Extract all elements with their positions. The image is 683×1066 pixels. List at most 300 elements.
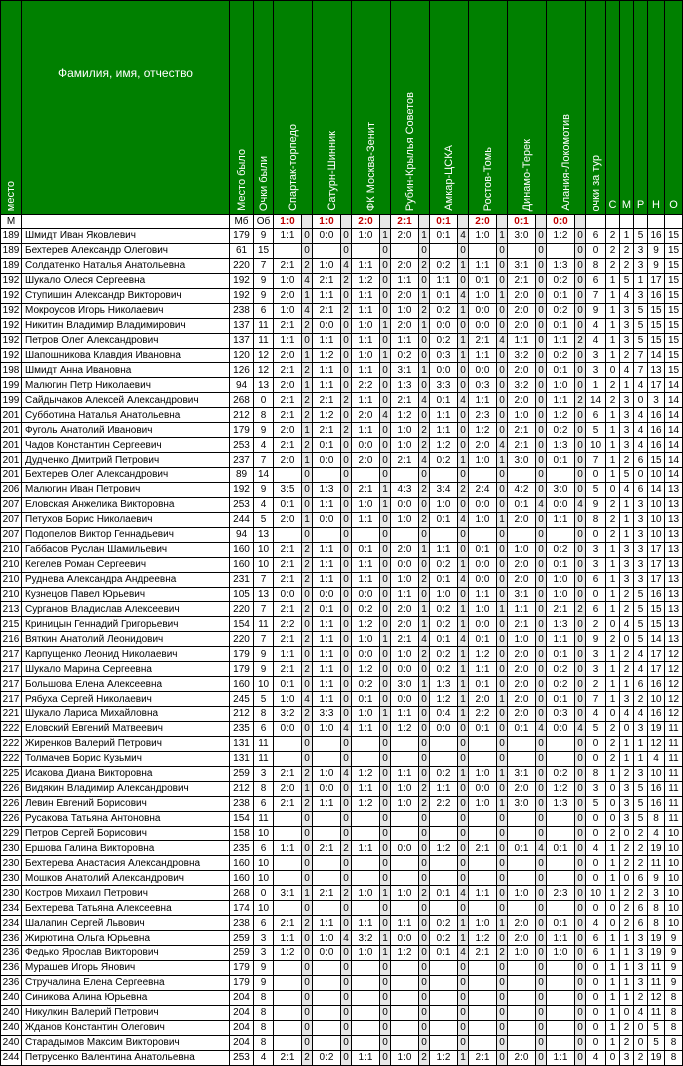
- table-row: [1, 602, 683, 617]
- s-count: 1: [606, 348, 620, 363]
- prev-points: 9: [254, 423, 274, 438]
- prediction-points-cell: 0: [536, 273, 547, 288]
- prediction-points-cell: 1: [380, 931, 391, 946]
- prediction-points-cell: 0: [380, 453, 391, 468]
- place: 210: [1, 572, 22, 587]
- prediction-points-cell: 1: [458, 602, 469, 617]
- round-points: 4: [586, 916, 606, 931]
- prediction-points-cell: 0: [536, 662, 547, 677]
- prediction-points-cell: 1: [458, 692, 469, 707]
- prediction-points-cell: 0: [497, 736, 508, 751]
- prediction-points-cell: 0: [419, 751, 430, 766]
- prediction-cell: 2:1: [274, 542, 302, 557]
- participant-name: Петухов Борис Николаевич: [22, 512, 230, 527]
- participant-name: Бехтерева Татьяна Алексеевна: [22, 901, 230, 916]
- prediction-points-cell: 0: [536, 677, 547, 692]
- prediction-points-cell: 1: [497, 796, 508, 811]
- prediction-points-cell: 2: [341, 886, 352, 901]
- prediction-cell: [391, 975, 419, 990]
- prediction-points-cell: 1: [497, 512, 508, 527]
- total-points: 14: [665, 378, 683, 393]
- prediction-cell: 3:4: [430, 482, 458, 497]
- participant-name: Мурашев Игорь Янович: [22, 960, 230, 975]
- prediction-points-cell: 2: [302, 572, 313, 587]
- r-count: 5: [634, 229, 648, 244]
- place: 230: [1, 871, 22, 886]
- prediction-cell: 1:1: [430, 542, 458, 557]
- m-count: 3: [620, 557, 634, 572]
- place: 210: [1, 542, 22, 557]
- m-count: 1: [620, 946, 634, 961]
- prediction-points-cell: 4: [575, 497, 586, 512]
- prediction-points-cell: 0: [302, 975, 313, 990]
- prediction-points-cell: 0: [575, 1005, 586, 1020]
- prediction-points-cell: 0: [302, 647, 313, 662]
- prediction-cell: 1:3: [547, 617, 575, 632]
- prediction-cell: 0:1: [547, 916, 575, 931]
- total-points: 10: [665, 916, 683, 931]
- prediction-cell: [313, 243, 341, 258]
- total-points: 11: [665, 781, 683, 796]
- s-count: 2: [606, 736, 620, 751]
- place: 192: [1, 333, 22, 348]
- participant-name: Русакова Татьяна Антоновна: [22, 811, 230, 826]
- prediction-cell: [508, 1005, 536, 1020]
- prediction-cell: 2:1: [274, 602, 302, 617]
- prediction-cell: [430, 811, 458, 826]
- prediction-points-cell: 2: [419, 572, 430, 587]
- prediction-cell: 1:1: [469, 393, 497, 408]
- prediction-points-cell: 0: [380, 692, 391, 707]
- prediction-cell: [430, 1005, 458, 1020]
- prediction-cell: 1:2: [430, 1050, 458, 1065]
- prediction-points-cell: 1: [458, 453, 469, 468]
- prediction-cell: 2:0: [508, 303, 536, 318]
- m-count: 1: [620, 990, 634, 1005]
- prediction-points-cell: 0: [575, 632, 586, 647]
- prev-place: 268: [230, 886, 254, 901]
- prediction-points-cell: 0: [497, 781, 508, 796]
- participant-name: Субботина Наталья Анатольевна: [22, 408, 230, 423]
- prediction-cell: 0:0: [469, 617, 497, 632]
- participant-name: Исакова Диана Викторовна: [22, 766, 230, 781]
- prediction-cell: 1:1: [391, 707, 419, 722]
- place: 215: [1, 617, 22, 632]
- prediction-points-cell: 0: [380, 378, 391, 393]
- prediction-points-cell: 0: [497, 1005, 508, 1020]
- place: 226: [1, 811, 22, 826]
- prediction-points-cell: 2: [341, 393, 352, 408]
- s-count: 0: [606, 811, 620, 826]
- prediction-cell: 1:0: [430, 497, 458, 512]
- prediction-points-cell: 0: [497, 677, 508, 692]
- prediction-cell: 1:0: [391, 423, 419, 438]
- prediction-cell: 1:1: [313, 662, 341, 677]
- n-count: 15: [648, 602, 665, 617]
- table-row: [1, 1050, 683, 1065]
- prediction-cell: 1:0: [469, 288, 497, 303]
- prediction-cell: 1:0: [352, 946, 380, 961]
- s-count: 2: [606, 229, 620, 244]
- prediction-cell: 0:2: [391, 348, 419, 363]
- col-header-prev-place: Место было: [230, 1, 254, 215]
- prediction-cell: 1:1: [352, 572, 380, 587]
- n-count: 11: [648, 975, 665, 990]
- prediction-points-cell: 0: [575, 1020, 586, 1035]
- prediction-points-cell: 0: [497, 408, 508, 423]
- prediction-points-cell: 0: [497, 348, 508, 363]
- prediction-cell: 2:0: [391, 602, 419, 617]
- prediction-points-cell: 1: [419, 288, 430, 303]
- prediction-points-cell: 4: [341, 931, 352, 946]
- prediction-points-cell: 0: [536, 946, 547, 961]
- place: 192: [1, 348, 22, 363]
- prediction-points-cell: 0: [302, 721, 313, 736]
- prediction-points-cell: 0: [419, 960, 430, 975]
- total-points: 15: [665, 288, 683, 303]
- s-count: 2: [606, 258, 620, 273]
- participant-name: Солдатенко Наталья Анатольевна: [22, 258, 230, 273]
- prediction-cell: 1:1: [274, 229, 302, 244]
- m-count: 3: [620, 572, 634, 587]
- r-count: 4: [634, 438, 648, 453]
- prediction-cell: 3:2: [508, 378, 536, 393]
- prediction-points-cell: 4: [575, 721, 586, 736]
- prediction-cell: 3:0: [547, 482, 575, 497]
- m-count: 1: [620, 497, 634, 512]
- prediction-points-cell: 0: [302, 1020, 313, 1035]
- r-count: 2: [634, 841, 648, 856]
- total-points: 15: [665, 333, 683, 348]
- m-count: 1: [620, 751, 634, 766]
- prev-points: 9: [254, 229, 274, 244]
- prediction-cell: 0:0: [469, 303, 497, 318]
- participant-name: Федько Ярослав Викторович: [22, 946, 230, 961]
- prediction-cell: [274, 1005, 302, 1020]
- place: 207: [1, 527, 22, 542]
- total-points: 10: [665, 856, 683, 871]
- n-count: 10: [648, 692, 665, 707]
- prediction-cell: 0:2: [430, 617, 458, 632]
- prev-points: 3: [254, 946, 274, 961]
- prediction-points-cell: 0: [419, 348, 430, 363]
- prediction-points-cell: 1: [497, 453, 508, 468]
- prediction-cell: 0:2: [547, 423, 575, 438]
- round-points: 0: [586, 527, 606, 542]
- prediction-points-cell: 0: [536, 1020, 547, 1035]
- prediction-cell: 1:1: [352, 557, 380, 572]
- total-points: 13: [665, 572, 683, 587]
- prediction-cell: 0:0: [391, 692, 419, 707]
- prediction-points-cell: 4: [458, 572, 469, 587]
- place: 201: [1, 438, 22, 453]
- table-row: [1, 288, 683, 303]
- prediction-cell: 2:0: [508, 512, 536, 527]
- prediction-points-cell: 0: [536, 931, 547, 946]
- prediction-cell: 2:1: [391, 453, 419, 468]
- participant-name: Мошков Анатолий Александрович: [22, 871, 230, 886]
- prediction-cell: 0:2: [430, 647, 458, 662]
- round-points: 6: [586, 602, 606, 617]
- prediction-cell: 2:0: [508, 393, 536, 408]
- prediction-cell: 3:2: [352, 931, 380, 946]
- prediction-points-cell: 0: [458, 408, 469, 423]
- prediction-cell: 1:0: [547, 378, 575, 393]
- prediction-cell: 1:2: [469, 423, 497, 438]
- prediction-points-cell: 0: [536, 587, 547, 602]
- m-count: 1: [620, 677, 634, 692]
- place: 240: [1, 990, 22, 1005]
- table-row: [1, 453, 683, 468]
- prediction-points-cell: 2: [302, 766, 313, 781]
- prediction-points-cell: 0: [380, 647, 391, 662]
- prediction-points-cell: 0: [341, 662, 352, 677]
- prediction-cell: [313, 751, 341, 766]
- prediction-points-cell: 0: [380, 841, 391, 856]
- prediction-cell: 1:0: [391, 1050, 419, 1065]
- prediction-cell: [469, 751, 497, 766]
- prediction-cell: 1:2: [313, 348, 341, 363]
- prediction-cell: 1:1: [274, 841, 302, 856]
- total-points: 12: [665, 692, 683, 707]
- prediction-cell: 1:1: [469, 348, 497, 363]
- prediction-cell: [352, 243, 380, 258]
- prediction-cell: 0:1: [547, 692, 575, 707]
- prediction-points-cell: 0: [536, 393, 547, 408]
- prev-points: 0: [254, 393, 274, 408]
- prediction-points-cell: 0: [302, 736, 313, 751]
- prediction-cell: 4:3: [391, 482, 419, 497]
- prediction-cell: 2:1: [274, 393, 302, 408]
- prev-points: 0: [254, 886, 274, 901]
- prediction-cell: 2:1: [274, 408, 302, 423]
- table-row: [1, 856, 683, 871]
- prediction-cell: 2:1: [313, 273, 341, 288]
- col-header-match-2: Сатурн-Шинник: [313, 1, 352, 215]
- prediction-points-cell: 1: [419, 542, 430, 557]
- place: 206: [1, 482, 22, 497]
- prediction-points-cell: 0: [341, 781, 352, 796]
- prediction-points-cell: 0: [536, 975, 547, 990]
- participant-name: Сайдычаков Алексей Александрович: [22, 393, 230, 408]
- prediction-cell: 3:0: [508, 453, 536, 468]
- prediction-points-cell: 0: [497, 318, 508, 333]
- r-count: 6: [634, 901, 648, 916]
- table-row: [1, 632, 683, 647]
- col-header-name: Фамилия, имя, отчество: [22, 1, 230, 215]
- participant-name: Жирютина Ольга Юрьевна: [22, 931, 230, 946]
- prev-points: 11: [254, 318, 274, 333]
- round-points: 4: [586, 1050, 606, 1065]
- prediction-cell: 1:0: [391, 796, 419, 811]
- prev-points: 5: [254, 512, 274, 527]
- prediction-cell: [508, 990, 536, 1005]
- prediction-cell: [430, 1035, 458, 1050]
- prediction-points-cell: 2: [419, 423, 430, 438]
- prediction-points-cell: 0: [458, 975, 469, 990]
- s-count: 2: [606, 393, 620, 408]
- prediction-points-cell: 0: [341, 468, 352, 483]
- prediction-cell: 1:2: [547, 408, 575, 423]
- prediction-points-cell: 0: [497, 497, 508, 512]
- s-count: 1: [606, 468, 620, 483]
- prev-place: 137: [230, 333, 254, 348]
- n-count: 17: [648, 572, 665, 587]
- prediction-points-cell: 1: [458, 617, 469, 632]
- prediction-cell: 2:0: [391, 258, 419, 273]
- round-points: 0: [586, 856, 606, 871]
- prediction-points-cell: 0: [341, 602, 352, 617]
- participant-name: Карпущенко Леонид Николаевич: [22, 647, 230, 662]
- prediction-cell: [391, 1035, 419, 1050]
- col-header-m: М: [620, 1, 634, 215]
- participant-name: Еловский Евгений Матвеевич: [22, 721, 230, 736]
- prediction-points-cell: 0: [536, 542, 547, 557]
- prediction-cell: [352, 990, 380, 1005]
- prediction-points-cell: 0: [536, 811, 547, 826]
- total-points: 14: [665, 408, 683, 423]
- prediction-cell: 0:1: [547, 288, 575, 303]
- prediction-points-cell: 1: [419, 602, 430, 617]
- prediction-points-cell: 0: [302, 811, 313, 826]
- prediction-cell: 1:2: [274, 946, 302, 961]
- prediction-cell: 1:2: [352, 273, 380, 288]
- prediction-points-cell: 0: [575, 1050, 586, 1065]
- prediction-cell: 1:2: [352, 662, 380, 677]
- round-points: 0: [586, 975, 606, 990]
- prev-place: 245: [230, 692, 254, 707]
- r-count: 3: [634, 542, 648, 557]
- participant-name: Еловская Анжелика Викторовна: [22, 497, 230, 512]
- prev-place: 154: [230, 811, 254, 826]
- prediction-cell: 2:0: [274, 453, 302, 468]
- n-count: 3: [648, 886, 665, 901]
- participant-name: Сурганов Владислав Алексеевич: [22, 602, 230, 617]
- col-header-match-6: Ростов-Томь: [469, 1, 508, 215]
- prediction-points-cell: 0: [419, 946, 430, 961]
- prediction-points-cell: 2: [497, 946, 508, 961]
- prediction-points-cell: 2: [419, 303, 430, 318]
- round-points: 0: [586, 1020, 606, 1035]
- participant-name: Старадымов Максим Викторович: [22, 1035, 230, 1050]
- prediction-points-cell: 1: [458, 258, 469, 273]
- prediction-points-cell: 0: [341, 378, 352, 393]
- prediction-points-cell: 1: [302, 348, 313, 363]
- prediction-cell: [391, 990, 419, 1005]
- results-row-blank: [22, 215, 230, 229]
- m-count: 0: [620, 1005, 634, 1020]
- prediction-points-cell: 0: [536, 348, 547, 363]
- prediction-points-cell: 0: [575, 826, 586, 841]
- m-count: 1: [620, 736, 634, 751]
- prediction-cell: 0:0: [313, 453, 341, 468]
- s-count: 1: [606, 647, 620, 662]
- prediction-cell: 0:0: [352, 647, 380, 662]
- prediction-cell: 2:1: [391, 393, 419, 408]
- prediction-points-cell: 1: [380, 318, 391, 333]
- s-count: 1: [606, 1035, 620, 1050]
- prediction-cell: 1:0: [469, 766, 497, 781]
- prediction-points-cell: 0: [536, 916, 547, 931]
- r-count: 5: [634, 811, 648, 826]
- prediction-cell: [430, 990, 458, 1005]
- place: 199: [1, 378, 22, 393]
- prediction-cell: 3:0: [508, 229, 536, 244]
- place: 207: [1, 497, 22, 512]
- place: 225: [1, 766, 22, 781]
- table-row: [1, 557, 683, 572]
- prediction-points-cell: 0: [497, 901, 508, 916]
- prediction-cell: 2:1: [469, 1050, 497, 1065]
- total-points: 13: [665, 527, 683, 542]
- prediction-cell: 1:1: [313, 632, 341, 647]
- place: 217: [1, 647, 22, 662]
- prediction-points-cell: 0: [341, 497, 352, 512]
- prediction-points-cell: 4: [341, 258, 352, 273]
- round-points: 0: [586, 811, 606, 826]
- prediction-cell: 2:0: [508, 572, 536, 587]
- prediction-cell: 2:1: [313, 393, 341, 408]
- prediction-points-cell: 0: [575, 960, 586, 975]
- prediction-cell: 0:0: [430, 721, 458, 736]
- prediction-cell: [313, 960, 341, 975]
- prediction-cell: 2:2: [352, 378, 380, 393]
- prediction-cell: 2:1: [508, 423, 536, 438]
- prediction-cell: 0:0: [313, 512, 341, 527]
- round-points: 0: [586, 960, 606, 975]
- prediction-points-cell: 0: [497, 871, 508, 886]
- table-row: [1, 960, 683, 975]
- prev-points: 4: [254, 1050, 274, 1065]
- s-count: 0: [606, 901, 620, 916]
- prediction-cell: 1:1: [274, 931, 302, 946]
- s-count: 1: [606, 557, 620, 572]
- total-points: 15: [665, 303, 683, 318]
- prediction-cell: 2:0: [274, 288, 302, 303]
- prediction-cell: 4:2: [508, 482, 536, 497]
- prediction-cell: 1:0: [469, 796, 497, 811]
- prev-place: 212: [230, 781, 254, 796]
- prediction-points-cell: 0: [497, 960, 508, 975]
- prediction-points-cell: 0: [497, 1050, 508, 1065]
- prediction-cell: 1:0: [508, 632, 536, 647]
- s-count: 2: [606, 243, 620, 258]
- table-row: [1, 647, 683, 662]
- total-points: 10: [665, 841, 683, 856]
- prediction-points-cell: 0: [302, 1035, 313, 1050]
- prediction-points-cell: 0: [497, 363, 508, 378]
- prediction-cell: 0:0: [313, 318, 341, 333]
- place: 229: [1, 826, 22, 841]
- prediction-points-cell: 1: [458, 766, 469, 781]
- prediction-cell: 1:1: [313, 363, 341, 378]
- prediction-points-cell: 0: [536, 602, 547, 617]
- prediction-cell: 0:1: [508, 841, 536, 856]
- prediction-cell: 0:0: [469, 497, 497, 512]
- prediction-points-cell: 0: [458, 542, 469, 557]
- prediction-cell: 1:0: [547, 946, 575, 961]
- table-row: [1, 497, 683, 512]
- prediction-points-cell: 2: [302, 796, 313, 811]
- prediction-points-cell: 1: [419, 363, 430, 378]
- prediction-cell: 2:0: [469, 692, 497, 707]
- n-count: 12: [648, 990, 665, 1005]
- round-points: 0: [586, 1035, 606, 1050]
- prediction-cell: 0:2: [430, 916, 458, 931]
- total-points: 14: [665, 438, 683, 453]
- prediction-points-cell: 0: [419, 916, 430, 931]
- m-count: 4: [620, 288, 634, 303]
